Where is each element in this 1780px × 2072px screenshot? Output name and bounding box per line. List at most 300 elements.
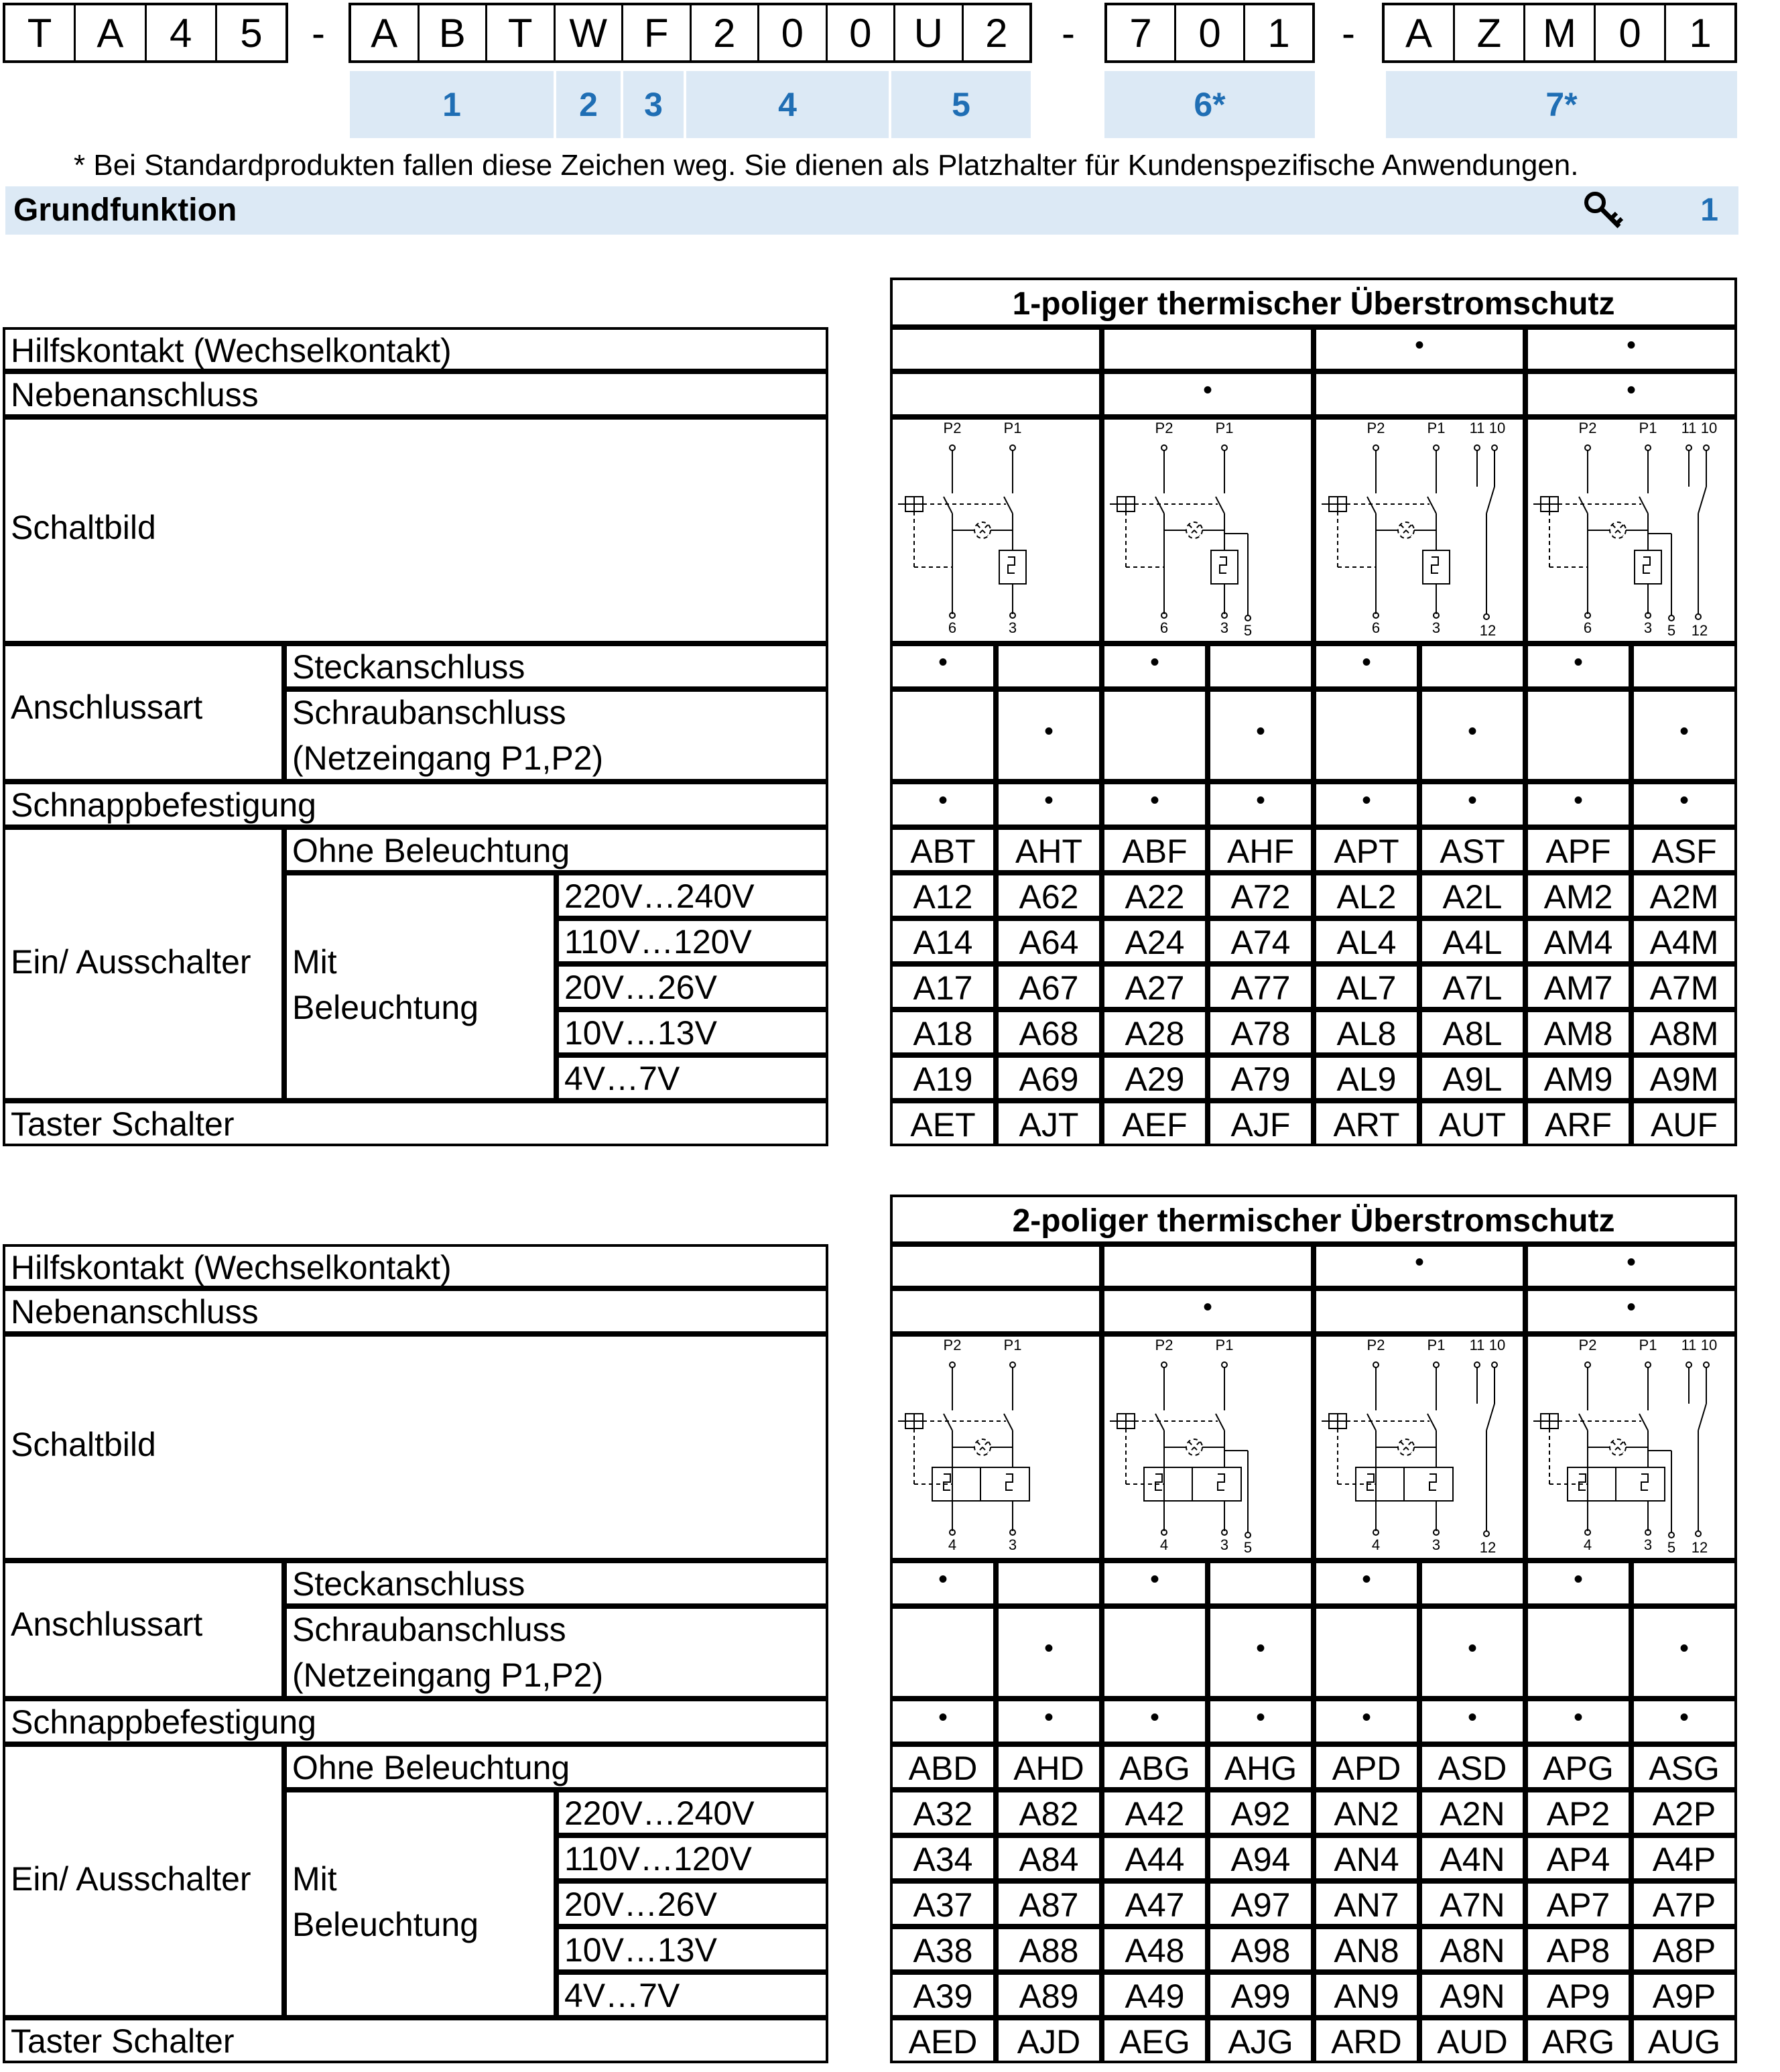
dot-mark: • [1255, 786, 1266, 815]
svg-text:11: 11 [1469, 1337, 1485, 1353]
svg-text:10: 10 [1488, 420, 1506, 436]
option-code: A68 [1019, 1015, 1079, 1052]
row-label: Ein/ Ausschalter [11, 1860, 251, 1898]
option-code: AP7 [1546, 1886, 1610, 1924]
row-label: 10V…13V [564, 1931, 717, 1969]
option-cell [1208, 644, 1314, 689]
option-code: AUD [1437, 2023, 1508, 2061]
circuit-diagram [895, 1337, 1096, 1558]
dot-mark: • [1361, 648, 1372, 677]
svg-text:6: 6 [1583, 619, 1592, 636]
option-code: A4N [1440, 1841, 1505, 1878]
option-code: AN8 [1334, 1932, 1399, 1969]
row-label: 4V…7V [564, 1060, 680, 1097]
svg-text:P2: P2 [943, 1337, 962, 1353]
option-cell [890, 689, 996, 782]
table-title: 1-poliger thermischer Überstromschutz [1012, 286, 1615, 322]
code-char: T [487, 5, 556, 60]
option-cell [1208, 1561, 1314, 1606]
option-code: A2L [1442, 878, 1503, 916]
row-label: Anschlussart [11, 688, 203, 726]
option-cell [1631, 644, 1737, 689]
code-char: A [1385, 5, 1455, 60]
option-code: ARG [1541, 2023, 1615, 2061]
option-cell [1102, 1606, 1208, 1699]
dot-mark: • [1361, 1565, 1372, 1594]
code-char: W [556, 5, 624, 60]
option-code: APG [1543, 1750, 1614, 1787]
svg-text:5: 5 [1243, 622, 1253, 639]
svg-text:4: 4 [948, 1536, 957, 1553]
code-char: 0 [1176, 5, 1245, 60]
option-code: AM7 [1543, 969, 1613, 1007]
option-code: A79 [1230, 1060, 1291, 1098]
dot-mark: • [1467, 786, 1478, 815]
dot-mark: • [1679, 1703, 1690, 1732]
circuit-diagram [895, 420, 1096, 641]
code-group-4 [1382, 3, 1737, 63]
option-code: A49 [1125, 1977, 1185, 2015]
svg-text:4: 4 [1159, 1536, 1169, 1553]
svg-text:5: 5 [1667, 1539, 1676, 1556]
option-code: ABF [1122, 833, 1188, 870]
svg-text:P1: P1 [1215, 420, 1234, 436]
option-code: A34 [913, 1841, 973, 1878]
option-code: A69 [1019, 1060, 1079, 1098]
option-code: A47 [1125, 1886, 1185, 1924]
svg-text:11: 11 [1469, 420, 1485, 436]
code-char: 2 [692, 5, 760, 60]
option-code: A38 [913, 1932, 973, 1969]
row-label: Hilfskontakt (Wechselkontakt) [11, 332, 452, 369]
svg-text:11: 11 [1681, 1337, 1697, 1353]
row-label: Ohne Beleuchtung [292, 1749, 570, 1786]
option-code: A2M [1649, 878, 1719, 916]
option-code: AM8 [1543, 1015, 1613, 1052]
row-label: Ein/ Ausschalter [11, 943, 251, 981]
option-code: A14 [913, 924, 973, 961]
dot-mark: • [1414, 1247, 1425, 1277]
row-label: Schraubanschluss [292, 694, 566, 731]
option-code: A4L [1442, 924, 1503, 961]
svg-text:P2: P2 [1366, 1337, 1385, 1353]
group-cell [890, 1244, 1102, 1288]
option-code: A32 [913, 1795, 973, 1833]
code-separator: - [1062, 10, 1075, 56]
option-code: AHD [1013, 1750, 1084, 1787]
dot-mark: • [1467, 717, 1478, 746]
option-code: A4M [1649, 924, 1719, 961]
option-code: A7P [1652, 1886, 1716, 1924]
option-code: A94 [1230, 1841, 1291, 1878]
dot-mark: • [1202, 1292, 1213, 1322]
option-code: A28 [1125, 1015, 1185, 1052]
row-label: Mit [292, 943, 337, 981]
option-code: APD [1332, 1750, 1401, 1787]
row-label: Steckanschluss [292, 1565, 525, 1603]
svg-text:P1: P1 [1639, 1337, 1657, 1353]
code-char: 0 [828, 5, 896, 60]
option-code: APF [1545, 833, 1611, 870]
code-char: 0 [1596, 5, 1666, 60]
dot-mark: • [1467, 1634, 1478, 1663]
group-cell [890, 1288, 1102, 1334]
code-char: Z [1455, 5, 1525, 60]
code-char: 2 [985, 10, 1008, 56]
option-code: A24 [1125, 924, 1185, 961]
dot-mark: • [1573, 648, 1584, 677]
row-label: (Netzeingang P1,P2) [292, 1656, 604, 1694]
code-separator: - [1342, 10, 1355, 56]
row-label: Beleuchtung [292, 1906, 479, 1943]
option-code: A7N [1440, 1886, 1505, 1924]
option-code: A39 [913, 1977, 973, 2015]
option-code: AEG [1119, 2023, 1190, 2061]
option-code: A9P [1652, 1977, 1716, 2015]
circuit-diagram [1531, 420, 1732, 641]
option-code: AHT [1015, 833, 1082, 870]
option-cell [1314, 689, 1419, 782]
svg-text:P1: P1 [1003, 420, 1022, 436]
option-code: A42 [1125, 1795, 1185, 1833]
svg-text:12: 12 [1691, 1539, 1708, 1556]
dot-mark: • [1573, 1565, 1584, 1594]
dot-mark: • [1255, 1634, 1266, 1663]
dot-mark: • [1043, 717, 1054, 746]
svg-text:4: 4 [1583, 1536, 1592, 1553]
table-title: 2-poliger thermischer Überstromschutz [1012, 1203, 1615, 1239]
option-code: A8L [1442, 1015, 1503, 1052]
svg-text:10: 10 [1488, 1337, 1506, 1353]
dot-mark: • [1361, 786, 1372, 815]
option-code: A88 [1019, 1932, 1079, 1969]
dot-mark: • [1202, 375, 1213, 405]
code-char: 1 [1267, 10, 1290, 56]
code-char: A [76, 5, 146, 60]
row-label: Hilfskontakt (Wechselkontakt) [11, 1249, 452, 1286]
dot-mark: • [1043, 1634, 1054, 1663]
option-code: A78 [1230, 1015, 1291, 1052]
option-code: AP2 [1546, 1795, 1610, 1833]
option-code: A8M [1649, 1015, 1719, 1052]
option-cell [996, 1561, 1102, 1606]
row-label: Beleuchtung [292, 989, 479, 1026]
row-label: 20V…26V [564, 969, 717, 1006]
table-cell [284, 873, 556, 1101]
option-code: A92 [1230, 1795, 1291, 1833]
row-label: Schnappbefestigung [11, 1703, 316, 1741]
code-char: F [623, 5, 692, 60]
option-code: AJF [1230, 1106, 1291, 1144]
table-cell [284, 1790, 556, 2018]
option-code: A9M [1649, 1060, 1719, 1098]
option-code: A44 [1125, 1841, 1185, 1878]
svg-text:P1: P1 [1639, 420, 1657, 436]
group-cell [890, 327, 1102, 371]
row-label: 110V…120V [564, 1840, 752, 1878]
position-label: 6* [1104, 71, 1315, 138]
row-label: Nebenanschluss [11, 376, 259, 414]
svg-text:P1: P1 [1427, 1337, 1446, 1353]
option-code: AET [910, 1106, 976, 1144]
row-label: Taster Schalter [11, 2022, 235, 2060]
option-code: ARF [1545, 1106, 1612, 1144]
code-char: 5 [240, 10, 263, 56]
option-code: ASD [1438, 1750, 1507, 1787]
option-cell [890, 1606, 996, 1699]
svg-text:3: 3 [1220, 619, 1229, 636]
circuit-diagram [1319, 420, 1520, 641]
option-code: A84 [1019, 1841, 1079, 1878]
position-label: 1 [350, 71, 554, 138]
option-code: A17 [913, 969, 973, 1007]
option-code: A12 [913, 878, 973, 916]
row-label: Ohne Beleuchtung [292, 832, 570, 869]
option-code: A99 [1230, 1977, 1291, 2015]
option-code: AM9 [1543, 1060, 1613, 1098]
row-label: Anschlussart [11, 1605, 203, 1643]
option-code: A9N [1440, 1977, 1505, 2015]
dot-mark: • [1679, 786, 1690, 815]
option-code: AM2 [1543, 878, 1613, 916]
section-title: Grundfunktion [13, 192, 237, 228]
dot-mark: • [1149, 1565, 1160, 1594]
dot-mark: • [1149, 648, 1160, 677]
option-code: AM4 [1543, 924, 1613, 961]
dot-mark: • [938, 1565, 948, 1594]
row-label: Schaltbild [11, 509, 156, 546]
option-code: AN9 [1334, 1977, 1399, 2015]
svg-text:3: 3 [1643, 619, 1653, 636]
option-code: ABT [910, 833, 976, 870]
option-code: A98 [1230, 1932, 1291, 1969]
option-cell [1525, 1606, 1631, 1699]
option-code: ARD [1331, 2023, 1402, 2061]
dot-mark: • [1679, 717, 1690, 746]
code-char: U [895, 5, 964, 60]
svg-text:P2: P2 [1155, 1337, 1173, 1353]
dot-mark: • [1043, 786, 1054, 815]
option-code: APT [1334, 833, 1399, 870]
option-code: A97 [1230, 1886, 1291, 1924]
circuit-diagram [1107, 420, 1308, 641]
option-cell [1525, 689, 1631, 782]
svg-text:6: 6 [1371, 619, 1381, 636]
option-code: AHG [1224, 1750, 1297, 1787]
svg-text:P2: P2 [1366, 420, 1385, 436]
option-code: AJT [1019, 1106, 1079, 1144]
option-cell [1419, 644, 1525, 689]
option-code: A7L [1442, 969, 1503, 1007]
circuit-diagram [1107, 1337, 1308, 1558]
option-code: A67 [1019, 969, 1079, 1007]
group-cell [890, 371, 1102, 417]
option-code: A2P [1652, 1795, 1716, 1833]
option-cell [996, 644, 1102, 689]
svg-text:12: 12 [1691, 622, 1708, 639]
position-label: 3 [623, 71, 684, 138]
option-code: AN2 [1334, 1795, 1399, 1833]
option-cell [1102, 689, 1208, 782]
option-code: AN4 [1334, 1841, 1399, 1878]
dot-mark: • [1414, 330, 1425, 360]
svg-text:5: 5 [1667, 622, 1676, 639]
option-code: AL7 [1336, 969, 1397, 1007]
svg-text:P2: P2 [1155, 420, 1173, 436]
svg-text:P2: P2 [943, 420, 962, 436]
option-code: A7M [1649, 969, 1719, 1007]
dot-mark: • [1255, 1703, 1266, 1732]
dot-mark: • [1573, 1703, 1584, 1732]
option-code: AL8 [1336, 1015, 1397, 1052]
key-icon [1583, 190, 1625, 232]
option-code: AL9 [1336, 1060, 1397, 1098]
option-cell [1419, 1561, 1525, 1606]
code-char: B [420, 5, 488, 60]
dot-mark: • [1626, 330, 1637, 360]
svg-text:P1: P1 [1427, 420, 1446, 436]
row-label: 4V…7V [564, 1977, 680, 2014]
row-label: (Netzeingang P1,P2) [292, 739, 604, 777]
dot-mark: • [1573, 786, 1584, 815]
option-code: AL2 [1336, 878, 1397, 916]
option-code: AL4 [1336, 924, 1397, 961]
svg-text:3: 3 [1643, 1536, 1653, 1553]
svg-text:P2: P2 [1578, 420, 1597, 436]
svg-text:10: 10 [1700, 420, 1718, 436]
row-label: Nebenanschluss [11, 1293, 259, 1331]
option-code: A19 [913, 1060, 973, 1098]
position-label: 4 [686, 71, 889, 138]
svg-text:P1: P1 [1215, 1337, 1234, 1353]
option-code: AN7 [1334, 1886, 1399, 1924]
svg-text:12: 12 [1479, 1539, 1497, 1556]
dot-mark: • [938, 786, 948, 815]
svg-text:P1: P1 [1003, 1337, 1022, 1353]
group-cell [1314, 371, 1525, 417]
row-label: 10V…13V [564, 1014, 717, 1052]
code-char: 4 [147, 5, 217, 60]
section-number: 1 [1700, 192, 1718, 228]
code-char: 1 [1689, 10, 1712, 56]
option-code: AED [908, 2023, 978, 2061]
svg-text:5: 5 [1243, 1539, 1253, 1556]
code-char: M [1525, 5, 1596, 60]
dot-mark: • [1467, 1703, 1478, 1732]
code-group-2 [348, 3, 1032, 63]
dot-mark: • [1626, 375, 1637, 405]
option-code: A64 [1019, 924, 1079, 961]
option-code: A87 [1019, 1886, 1079, 1924]
svg-text:12: 12 [1479, 622, 1497, 639]
position-label: 5 [891, 71, 1031, 138]
dot-mark: • [1149, 786, 1160, 815]
option-code: AHF [1227, 833, 1294, 870]
option-code: A82 [1019, 1795, 1079, 1833]
position-label: 2 [556, 71, 621, 138]
svg-text:3: 3 [1432, 1536, 1441, 1553]
svg-text:6: 6 [1159, 619, 1169, 636]
row-label: 220V…240V [564, 1794, 755, 1832]
option-code: A62 [1019, 878, 1079, 916]
svg-text:4: 4 [1371, 1536, 1381, 1553]
svg-text:3: 3 [1008, 619, 1017, 636]
option-code: AUG [1647, 2023, 1721, 2061]
svg-text:3: 3 [1220, 1536, 1229, 1553]
svg-text:10: 10 [1700, 1337, 1718, 1353]
option-code: A72 [1230, 878, 1291, 916]
option-code: A8P [1652, 1932, 1716, 1969]
option-code: AST [1440, 833, 1505, 870]
option-code: A22 [1125, 878, 1185, 916]
footnote: * Bei Standardprodukten fallen diese Zeichen weg. Sie dienen als Platzhalter für Kundenspezifische Anwendungen. [74, 149, 1579, 182]
option-code: AJG [1228, 2023, 1293, 2061]
option-code: AJD [1017, 2023, 1081, 2061]
code-char: T [5, 5, 76, 60]
row-label: Schaltbild [11, 1426, 156, 1463]
option-code: A2N [1440, 1795, 1505, 1833]
dot-mark: • [1255, 717, 1266, 746]
option-code: AP9 [1546, 1977, 1610, 2015]
code-char: 0 [759, 5, 828, 60]
option-code: A27 [1125, 969, 1185, 1007]
option-code: ASG [1649, 1750, 1720, 1787]
row-label: Mit [292, 1860, 337, 1898]
group-cell [1102, 1244, 1314, 1288]
position-label: 7* [1386, 71, 1737, 138]
option-code: A9L [1442, 1060, 1503, 1098]
row-label: Schnappbefestigung [11, 786, 316, 824]
svg-text:3: 3 [1008, 1536, 1017, 1553]
row-label: Taster Schalter [11, 1105, 235, 1143]
row-label: 220V…240V [564, 877, 755, 915]
option-code: A77 [1230, 969, 1291, 1007]
option-code: A37 [913, 1886, 973, 1924]
code-group-3 [1104, 3, 1315, 63]
option-code: A89 [1019, 1977, 1079, 2015]
dot-mark: • [938, 1703, 948, 1732]
svg-text:11: 11 [1681, 420, 1697, 436]
option-code: ABG [1119, 1750, 1190, 1787]
option-code: AUT [1439, 1106, 1506, 1144]
code-char: A [351, 5, 420, 60]
option-code: AP8 [1546, 1932, 1610, 1969]
group-cell [1102, 327, 1314, 371]
row-label: 110V…120V [564, 923, 752, 961]
option-code: AUF [1651, 1106, 1718, 1144]
group-cell [1314, 1288, 1525, 1334]
row-label: 20V…26V [564, 1886, 717, 1923]
code-group-1 [3, 3, 288, 63]
option-code: ART [1333, 1106, 1400, 1144]
row-label: Schraubanschluss [292, 1611, 566, 1648]
option-code: A18 [913, 1015, 973, 1052]
dot-mark: • [1679, 1634, 1690, 1663]
dot-mark: • [1361, 1703, 1372, 1732]
option-code: A4P [1652, 1841, 1716, 1878]
section-header [5, 186, 1738, 235]
option-cell [1314, 1606, 1419, 1699]
code-separator: - [312, 10, 325, 56]
dot-mark: • [1043, 1703, 1054, 1732]
svg-text:6: 6 [948, 619, 957, 636]
dot-mark: • [1626, 1247, 1637, 1277]
circuit-diagram [1531, 1337, 1732, 1558]
option-code: ASF [1651, 833, 1717, 870]
option-code: A8N [1440, 1932, 1505, 1969]
option-code: AEF [1122, 1106, 1188, 1144]
svg-text:P2: P2 [1578, 1337, 1597, 1353]
